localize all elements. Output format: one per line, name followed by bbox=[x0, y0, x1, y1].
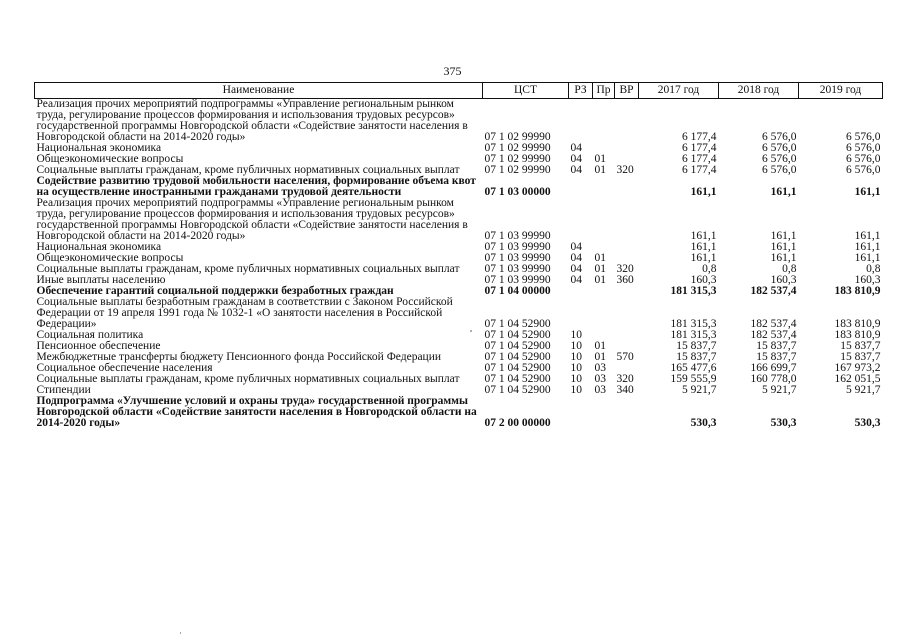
row-2018: 6 576,0 bbox=[762, 131, 797, 143]
row-pr: 01 bbox=[594, 340, 606, 352]
table-row bbox=[35, 198, 883, 242]
row-cst: 07 1 04 52900 bbox=[484, 318, 551, 330]
row-vr: 320 bbox=[616, 263, 634, 275]
row-2018: 6 576,0 bbox=[762, 142, 797, 154]
row-name: Общеэкономические вопросы bbox=[36, 252, 184, 264]
row-pr: 01 bbox=[594, 274, 606, 286]
row-pr: 01 bbox=[594, 263, 606, 275]
row-pr: 03 bbox=[594, 384, 606, 396]
row-name: Социальная политика bbox=[36, 329, 144, 341]
row-2018: 160,3 bbox=[770, 274, 797, 286]
row-2017: 160,3 bbox=[690, 274, 717, 286]
row-vr bbox=[615, 286, 639, 297]
row-vr: 340 bbox=[616, 384, 634, 396]
row-rz: 04 bbox=[570, 241, 582, 253]
row-2019: 0,8 bbox=[866, 263, 881, 275]
row-2018: 6 576,0 bbox=[762, 164, 797, 176]
row-name: Реализация прочих мероприятий подпрограммы «Управление региональным рынком труда, регулирование процессов формирования и использования трудовых ресурсов» государственной программы Новгородской области «Содействие занятости населения в Новгородской области на 2014-2020 годы» bbox=[36, 98, 468, 143]
row-pr: 03 bbox=[594, 362, 606, 374]
row-cst: 07 1 04 52900 bbox=[484, 340, 551, 352]
row-2017: 161,1 bbox=[690, 230, 717, 242]
row-2019: 167 973,2 bbox=[834, 362, 881, 374]
row-name: Межбюджетные трансферты бюджету Пенсионного фонда Российской Федерации bbox=[36, 351, 442, 363]
row-2017: 181 315,3 bbox=[670, 318, 717, 330]
row-cst: 07 1 02 99990 bbox=[484, 142, 551, 154]
header-name: Наименование bbox=[35, 83, 483, 99]
header-rz: РЗ bbox=[569, 83, 593, 99]
row-2017: 159 555,9 bbox=[670, 373, 717, 385]
row-pr bbox=[593, 297, 615, 330]
row-2019: 530,3 bbox=[854, 417, 881, 429]
row-2019: 6 576,0 bbox=[846, 142, 881, 154]
row-vr bbox=[615, 176, 639, 198]
table-row bbox=[35, 396, 883, 429]
header-2018: 2018 год bbox=[719, 83, 799, 99]
row-2019: 161,1 bbox=[854, 186, 881, 198]
row-cst: 07 1 03 99990 bbox=[484, 263, 551, 275]
row-2018: 6 576,0 bbox=[762, 153, 797, 165]
row-cst: 07 2 00 00000 bbox=[484, 417, 551, 429]
header-pr: Пр bbox=[593, 83, 615, 99]
row-cst: 07 1 04 52900 bbox=[484, 351, 551, 363]
row-2018: 161,1 bbox=[770, 230, 797, 242]
row-2019: 160,3 bbox=[854, 274, 881, 286]
row-pr: 01 bbox=[594, 164, 606, 176]
row-pr bbox=[593, 176, 615, 198]
row-cst: 07 1 04 00000 bbox=[484, 285, 551, 297]
row-2018: 161,1 bbox=[770, 186, 797, 198]
row-2019: 6 576,0 bbox=[846, 153, 881, 165]
row-rz: 04 bbox=[570, 263, 582, 275]
row-rz: 10 bbox=[570, 340, 582, 352]
row-rz bbox=[569, 198, 593, 242]
row-2018: 182 537,4 bbox=[750, 318, 797, 330]
row-2018: 15 837,7 bbox=[756, 340, 797, 352]
row-rz: 04 bbox=[570, 274, 582, 286]
row-2017: 161,1 bbox=[690, 241, 717, 253]
row-2019: 183 810,9 bbox=[834, 329, 881, 341]
header-cst: ЦСТ bbox=[483, 83, 569, 99]
row-2019: 161,1 bbox=[854, 230, 881, 242]
budget-table bbox=[34, 82, 883, 429]
row-name: Социальные выплаты гражданам, кроме публичных нормативных социальных выплат bbox=[36, 164, 460, 176]
row-cst: 07 1 02 99990 bbox=[484, 153, 551, 165]
row-2019: 183 810,9 bbox=[834, 318, 881, 330]
row-rz bbox=[569, 99, 593, 144]
row-2018: 161,1 bbox=[770, 252, 797, 264]
row-rz bbox=[569, 176, 593, 198]
row-2019: 5 921,7 bbox=[846, 384, 881, 396]
row-name: Обеспечение гарантий социальной поддержки безработных граждан bbox=[36, 285, 394, 297]
row-name: Содействие развитию трудовой мобильности населения, формирование объема квот на осуществление иностранными гражданами трудовой деятельности bbox=[36, 175, 476, 198]
row-pr bbox=[593, 286, 615, 297]
row-2018: 15 837,7 bbox=[756, 351, 797, 363]
table-row bbox=[35, 374, 883, 385]
row-2017: 15 837,7 bbox=[676, 351, 717, 363]
scan-artifact bbox=[180, 632, 181, 634]
row-2019: 162 051,5 bbox=[834, 373, 881, 385]
row-name: Реализация прочих мероприятий подпрограммы «Управление региональным рынком труда, регулирование процессов формирования и использования трудовых ресурсов» государственной программы Новгородской области «Содействие занятости населения в Новгородской области на 2014-2020 годы» bbox=[36, 197, 468, 242]
row-name: Социальное обеспечение населения bbox=[36, 362, 213, 374]
row-vr bbox=[615, 99, 639, 144]
row-vr bbox=[615, 297, 639, 330]
header-vr: ВР bbox=[615, 83, 639, 99]
row-cst: 07 1 03 99990 bbox=[484, 252, 551, 264]
header-2019: 2019 год bbox=[799, 83, 883, 99]
row-name: Стипендии bbox=[36, 384, 91, 396]
row-cst: 07 1 03 99990 bbox=[484, 274, 551, 286]
table-row bbox=[35, 99, 883, 144]
row-rz: 10 bbox=[570, 351, 582, 363]
row-rz: 04 bbox=[570, 164, 582, 176]
row-2017: 5 921,7 bbox=[682, 384, 717, 396]
row-rz: 04 bbox=[570, 252, 582, 264]
row-2017: 181 315,3 bbox=[670, 285, 717, 297]
row-vr bbox=[615, 242, 639, 253]
row-cst: 07 1 02 99990 bbox=[484, 131, 551, 143]
row-name: Национальная экономика bbox=[36, 142, 162, 154]
row-2019: 161,1 bbox=[854, 241, 881, 253]
row-2017: 15 837,7 bbox=[676, 340, 717, 352]
row-2017: 161,1 bbox=[690, 186, 717, 198]
table-row bbox=[35, 297, 883, 330]
row-rz bbox=[569, 396, 593, 429]
row-vr bbox=[615, 396, 639, 429]
row-2017: 530,3 bbox=[690, 417, 717, 429]
row-cst: 07 1 04 52900 bbox=[484, 362, 551, 374]
row-2017: 161,1 bbox=[690, 252, 717, 264]
row-rz: 10 bbox=[570, 373, 582, 385]
row-name: Национальная экономика bbox=[36, 241, 162, 253]
row-rz bbox=[569, 286, 593, 297]
row-2018: 5 921,7 bbox=[762, 384, 797, 396]
row-cst: 07 1 02 99990 bbox=[484, 164, 551, 176]
row-vr: 320 bbox=[616, 164, 634, 176]
row-vr bbox=[615, 330, 639, 341]
row-cst: 07 1 04 52900 bbox=[484, 329, 551, 341]
header-2017: 2017 год bbox=[639, 83, 719, 99]
row-2019: 161,1 bbox=[854, 252, 881, 264]
row-2017: 6 177,4 bbox=[682, 142, 717, 154]
header-row bbox=[35, 83, 883, 99]
row-pr bbox=[593, 198, 615, 242]
row-2018: 182 537,4 bbox=[750, 285, 797, 297]
row-cst: 07 1 04 52900 bbox=[484, 384, 551, 396]
row-rz: 04 bbox=[570, 153, 582, 165]
row-vr: 360 bbox=[616, 274, 634, 286]
row-2018: 182 537,4 bbox=[750, 329, 797, 341]
row-rz bbox=[569, 297, 593, 330]
row-pr: 01 bbox=[594, 153, 606, 165]
row-2019: 6 576,0 bbox=[846, 131, 881, 143]
row-vr: 320 bbox=[616, 373, 634, 385]
row-vr bbox=[615, 143, 639, 154]
row-name: Пенсионное обеспечение bbox=[36, 340, 161, 352]
row-rz: 10 bbox=[570, 329, 582, 341]
row-2019: 15 837,7 bbox=[840, 340, 881, 352]
row-2018: 160 778,0 bbox=[750, 373, 797, 385]
row-2018: 0,8 bbox=[782, 263, 797, 275]
row-name: Общеэкономические вопросы bbox=[36, 153, 184, 165]
row-name: Подпрограмма «Улучшение условий и охраны труда» государственной программы Новгородской области «Содействие занятости населения в Новгородской области на 2014-2020 годы» bbox=[36, 395, 477, 429]
row-2017: 165 477,6 bbox=[670, 362, 717, 374]
row-pr bbox=[593, 396, 615, 429]
row-2019: 6 576,0 bbox=[846, 164, 881, 176]
row-2018: 530,3 bbox=[770, 417, 797, 429]
row-name: Социальные выплаты гражданам, кроме публичных нормативных социальных выплат bbox=[36, 373, 460, 385]
row-2017: 6 177,4 bbox=[682, 153, 717, 165]
row-2018: 166 699,7 bbox=[750, 362, 797, 374]
row-pr bbox=[593, 99, 615, 144]
row-2019: 183 810,9 bbox=[834, 285, 881, 297]
row-2017: 0,8 bbox=[702, 263, 717, 275]
row-cst: 07 1 04 52900 bbox=[484, 373, 551, 385]
scan-artifact bbox=[470, 330, 472, 332]
row-2017: 181 315,3 bbox=[670, 329, 717, 341]
row-rz: 10 bbox=[570, 362, 582, 374]
row-name: Иные выплаты населению bbox=[36, 274, 166, 286]
row-vr bbox=[615, 198, 639, 242]
row-pr: 01 bbox=[594, 252, 606, 264]
row-2017: 6 177,4 bbox=[682, 164, 717, 176]
row-pr: 03 bbox=[594, 373, 606, 385]
row-2019: 15 837,7 bbox=[840, 351, 881, 363]
row-2018: 161,1 bbox=[770, 241, 797, 253]
row-cst: 07 1 03 00000 bbox=[484, 186, 551, 198]
row-rz: 10 bbox=[570, 384, 582, 396]
row-vr: 570 bbox=[616, 351, 634, 363]
table-row bbox=[35, 176, 883, 198]
row-rz: 04 bbox=[570, 142, 582, 154]
table-body bbox=[35, 99, 883, 430]
row-name: Социальные выплаты гражданам, кроме публичных нормативных социальных выплат bbox=[36, 263, 460, 275]
row-name: Социальные выплаты безработным гражданам в соответствии с Законом Российской Федерации от 19 апреля 1991 года № 1032-1 «О занятости населения в Российской Федерации» bbox=[36, 296, 453, 330]
row-cst: 07 1 03 99990 bbox=[484, 241, 551, 253]
row-pr: 01 bbox=[594, 351, 606, 363]
row-cst: 07 1 03 99990 bbox=[484, 230, 551, 242]
page-number: 375 bbox=[443, 64, 462, 78]
row-2017: 6 177,4 bbox=[682, 131, 717, 143]
